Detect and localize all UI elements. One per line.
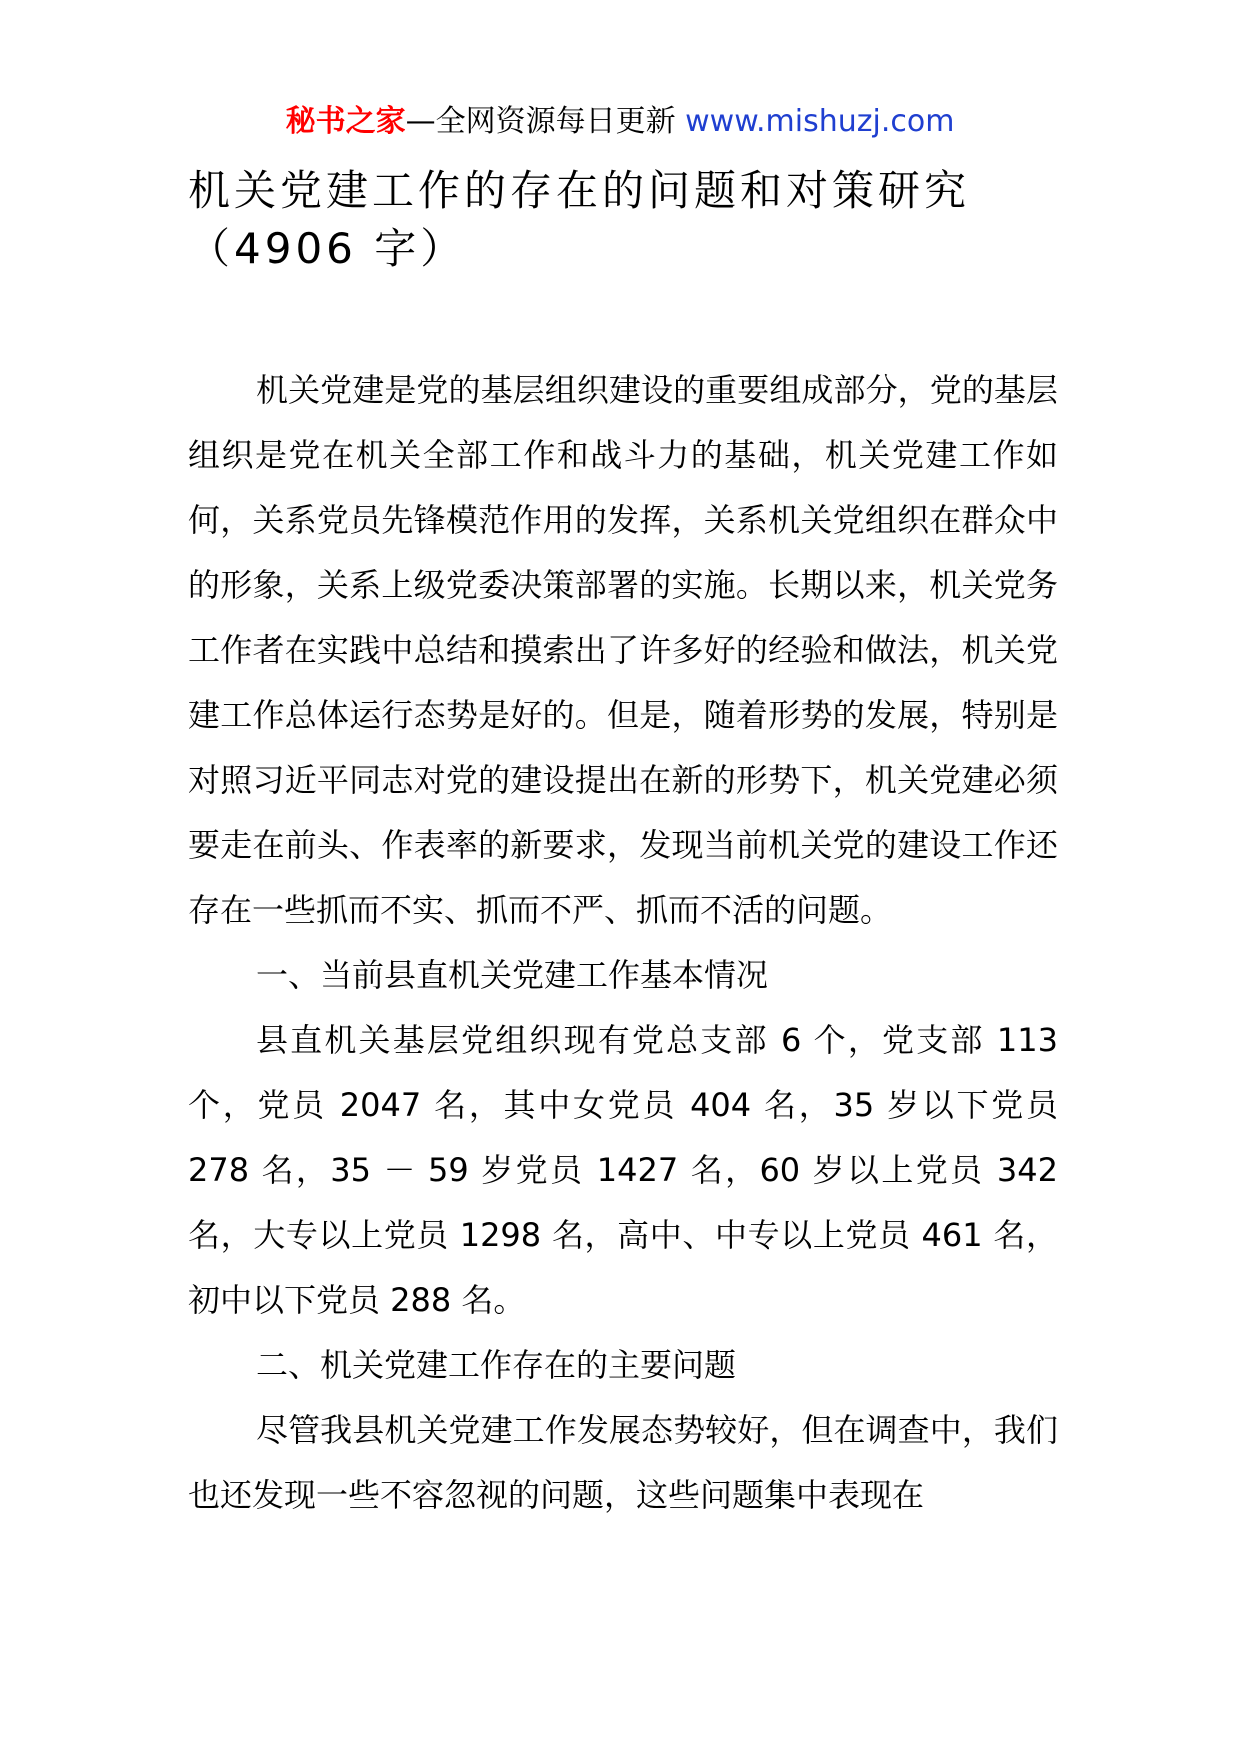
paragraph-problems: 尽管我县机关党建工作发展态势较好，但在调查中，我们也还发现一些不容忽视的问题，这些问题集中表现在 (188, 1411, 1058, 1514)
section-heading-2: 二、机关党建工作存在的主要问题 (256, 1346, 737, 1384)
document-body (188, 358, 1058, 1528)
paragraph-intro: 机关党建是党的基层组织建设的重要组成部分，党的基层组织是党在机关全部工作和战斗力的基础，机关党建工作如何，关系党员先锋模范作用的发挥，关系机关党组织在群众中的形象，关系上级党委决策部署的实施。长期以来，机关党务工作者在实践中总结和摸索出了许多好的经验和做法，机关党建工作总体运行态势是好的。但是，随着形势的发展，特别是对照习近平同志对党的建设提出在新的形势下，机关党建必须要走在前头、作表率的新要求，发现当前机关党的建设工作还存在一些抓而不实、抓而不严、抓而不活的问题。 (188, 371, 1058, 929)
document-title: 机关党建工作的存在的问题和对策研究（4906 字） (188, 166, 971, 273)
paragraph-statistics: 县直机关基层党组织现有党总支部 6 个，党支部 113 个，党员 2047 名，其中女党员 404 名，35 岁以下党员 278 名，35 － 59 岁党员 1427 名，60 岁以上党员 342 名，大专以上党员 1298 名，高中、中专以上党员 461 名，初中以下党员 288 名。 (188, 1021, 1058, 1319)
tagline: —全网资源每日更新 (405, 104, 676, 139)
site-url-link[interactable]: www.mishuzj.com (685, 104, 955, 139)
brand-name: 秘书之家 (285, 104, 406, 139)
watermark-header (0, 100, 1240, 144)
section-heading-1: 一、当前县直机关党建工作基本情况 (256, 956, 769, 994)
